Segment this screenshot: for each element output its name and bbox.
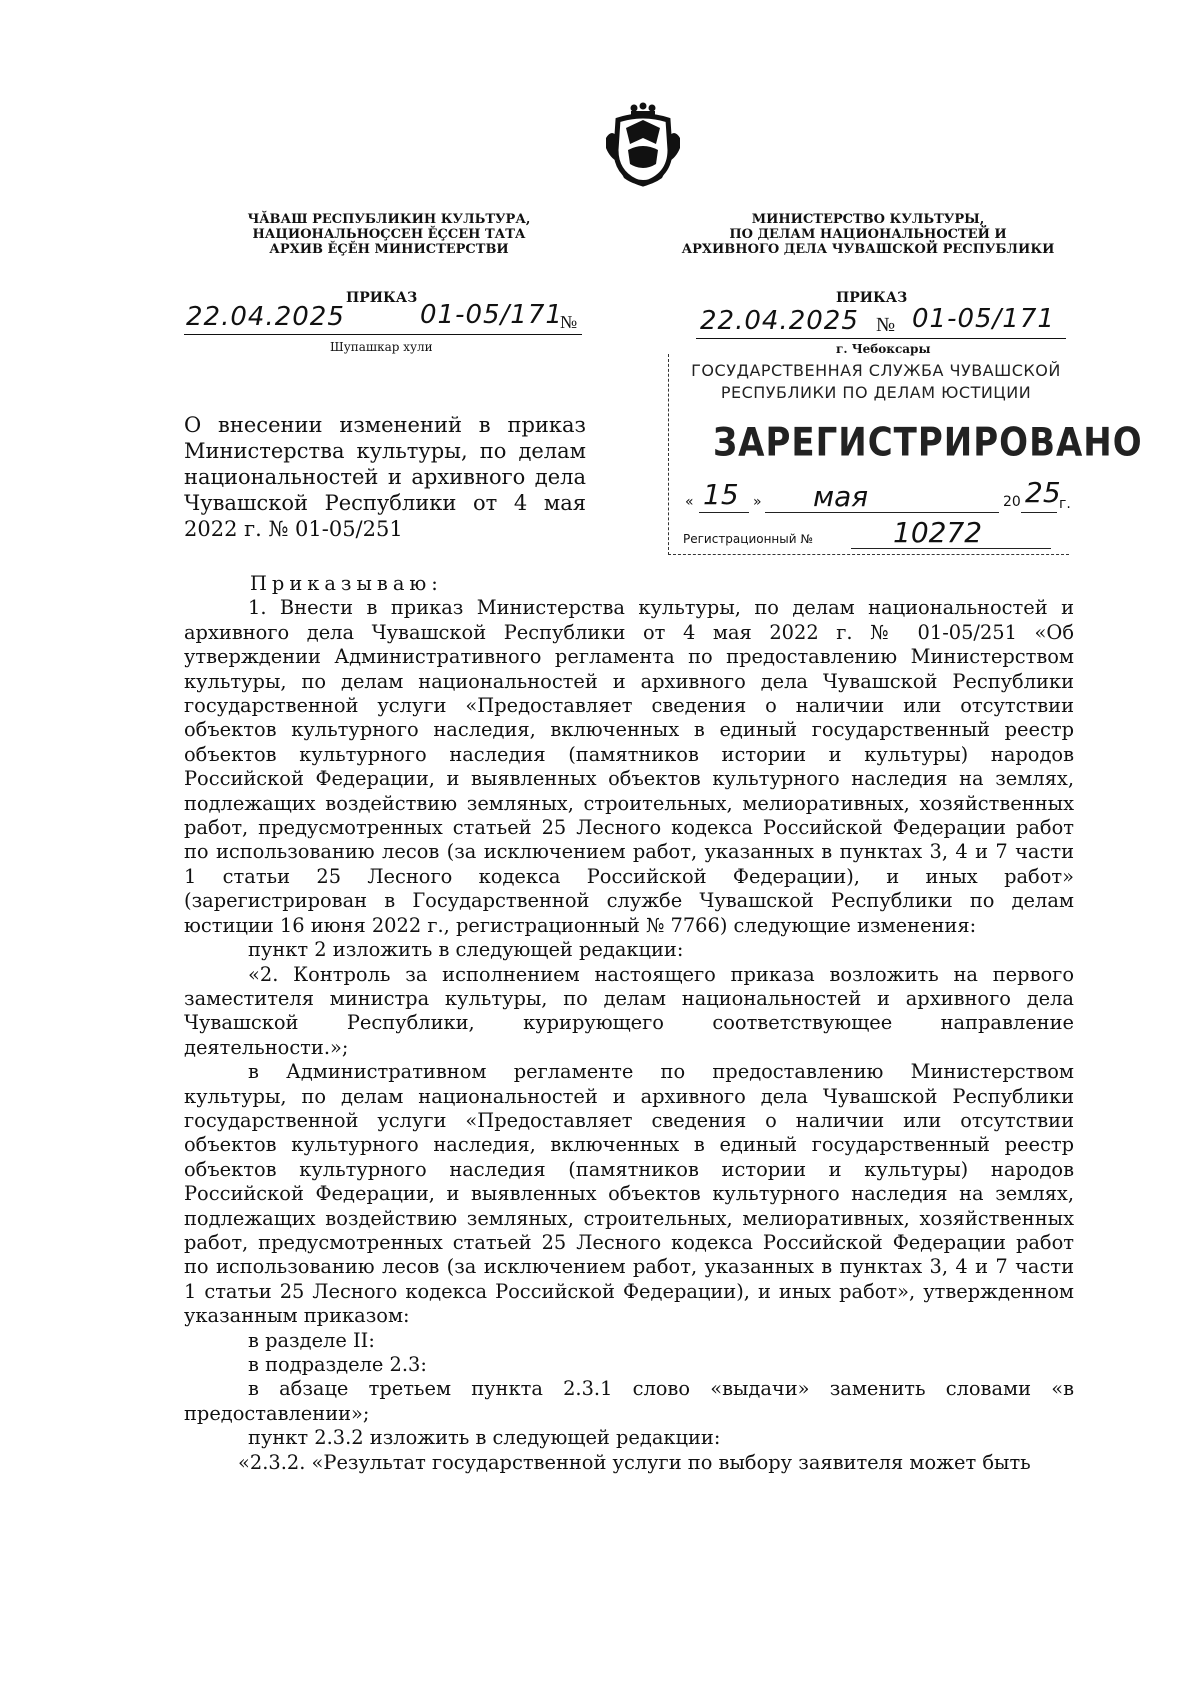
quote-open: « xyxy=(685,494,694,510)
header-left-line: АРХИВ ĔÇĔН МИНИСТЕРСТВИ xyxy=(269,242,509,257)
header-left-organization xyxy=(224,212,554,257)
order-label-right: ПРИКАЗ xyxy=(836,290,908,306)
header-right-organization xyxy=(668,212,1068,257)
stamp-underline xyxy=(765,512,999,513)
number-sign-left: № xyxy=(560,312,578,332)
header-left-line: ЧĂВАШ РЕСПУБЛИКИН КУЛЬТУРА, xyxy=(247,212,531,227)
order-number-left-handwritten: 01-05/171 xyxy=(420,300,563,330)
stamp-registered: ЗАРЕГИСТРИРОВАНО xyxy=(713,420,1143,466)
order-directive: Приказываю: xyxy=(250,572,443,595)
body-paragraph: в абзаце третьем пункта 2.3.1 слово «выдачи» заменить словами «в предоставлении»; xyxy=(184,1377,1074,1425)
body-paragraph: пункт 2.3.2 изложить в следующей редакции: xyxy=(248,1426,721,1450)
stamp-registration-row xyxy=(683,516,1063,552)
body-paragraph: в подразделе 2.3: xyxy=(248,1353,427,1376)
order-label-left: ПРИКАЗ xyxy=(346,290,418,306)
stamp-year-prefix: 20 xyxy=(1003,494,1021,510)
document-title: О внесении изменений в приказ Министерства культуры, по делам национальностей и архивного дела Чувашской Республики от 4 мая 2022 г. № 01-05/251 xyxy=(184,413,586,541)
number-sign-right: № xyxy=(876,314,896,336)
header-right-line: ПО ДЕЛАМ НАЦИОНАЛЬНОСТЕЙ И xyxy=(729,227,1007,242)
header-right-line: АРХИВНОГО ДЕЛА ЧУВАШСКОЙ РЕСПУБЛИКИ xyxy=(681,242,1055,257)
header-left-line: НАЦИОНАЛЬНОÇСЕН ĔÇСЕН ТАТА xyxy=(252,227,526,242)
coat-of-arms-emblem xyxy=(598,98,688,188)
body-paragraph: «2.3.2. «Результат государственной услуги по выбору заявителя может быть xyxy=(238,1450,1031,1474)
order-date-right-handwritten: 22.04.2025 xyxy=(700,306,859,336)
underline-left xyxy=(184,334,582,335)
body-paragraph xyxy=(184,572,1074,596)
city-right: г. Чебоксары xyxy=(836,342,931,356)
document-body xyxy=(184,572,1074,1475)
header-right-line: МИНИСТЕРСТВО КУЛЬТУРЫ, xyxy=(751,212,985,227)
underline-right xyxy=(696,338,1066,339)
stamp-underline xyxy=(1021,512,1057,513)
stamp-line: ГОСУДАРСТВЕННАЯ СЛУЖБА ЧУВАШСКОЙ xyxy=(691,361,1061,380)
stamp-reg-label: Регистрационный № xyxy=(683,532,813,546)
stamp-month-handwritten: мая xyxy=(813,480,869,513)
quote-close: » xyxy=(753,494,762,510)
stamp-year-g: г. xyxy=(1059,496,1071,512)
body-paragraph: пункт 2 изложить в следующей редакции: xyxy=(248,938,684,962)
stamp-reg-number-handwritten: 10272 xyxy=(893,516,983,549)
stamp-agency xyxy=(681,360,1071,404)
registration-stamp xyxy=(668,354,1143,555)
stamp-underline xyxy=(851,548,1051,549)
stamp-line: РЕСПУБЛИКИ ПО ДЕЛАМ ЮСТИЦИИ xyxy=(720,383,1032,402)
body-paragraph: в разделе II: xyxy=(248,1328,375,1352)
body-paragraph: «2. Контроль за исполнением настоящего приказа возложить на первого заместителя министра культуры, по делам национальностей и архивного дела Чувашской Республики, курирующего соответствующее направление деятельности.»; xyxy=(184,962,1074,1059)
stamp-day-handwritten: 15 xyxy=(703,478,739,511)
stamp-date-row xyxy=(685,476,1071,514)
order-number-right-handwritten: 01-05/171 xyxy=(912,304,1055,334)
order-date-left-handwritten: 22.04.2025 xyxy=(186,302,345,332)
stamp-year-handwritten: 25 xyxy=(1025,476,1061,509)
city-left: Шупашкар хули xyxy=(330,340,433,354)
body-paragraph: 1. Внести в приказ Министерства культуры, по делам национальностей и архивного дела Чувашской Республики от 4 мая 2022 г. № 01-05/251 «Об утверждении Административного регламента по предоставлению Министерством культуры, по делам национальностей и архивного дела Чувашской Республики государственной услуги «Предоставляет сведения о наличии или отсутствии объектов культурного наследия, включенных в единый государственный реестр объектов культурного наследия (памятников истории и культуры) народов Российской Федерации, и выявленных объектов культурного наследия на землях, подлежащих воздействию земляных, строительных, мелиоративных, хозяйственных работ, предусмотренных статьей 25 Лесного кодекса Российской Федерации работ по использованию лесов (за исключением работ, указанных в пунктах 3, 4 и 7 части 1 статьи 25 Лесного кодекса Российской Федерации), и иных работ» (зарегистрирован в Государственной службе Чувашской Республики по делам юстиции 16 июня 2022 г., регистрационный № 7766) следующие изменения: xyxy=(184,596,1074,937)
stamp-underline xyxy=(699,512,749,513)
body-paragraph: в Административном регламенте по предоставлению Министерством культуры, по делам национальностей и архивного дела Чувашской Республики государственной услуги «Предоставляет сведения о наличии или отсутствии объектов культурного наследия, включенных в единый государственный реестр объектов культурного наследия (памятников истории и культуры) народов Российской Федерации, и выявленных объектов культурного наследия на землях, подлежащих воздействию земляных, строительных, мелиоративных, хозяйственных работ, предусмотренных статьей 25 Лесного кодекса Российской Федерации работ по использованию лесов (за исключением работ, указанных в пунктах 3, 4 и 7 части 1 статьи 25 Лесного кодекса Российской Федерации), и иных работ», утвержденном указанным приказом: xyxy=(184,1060,1074,1328)
